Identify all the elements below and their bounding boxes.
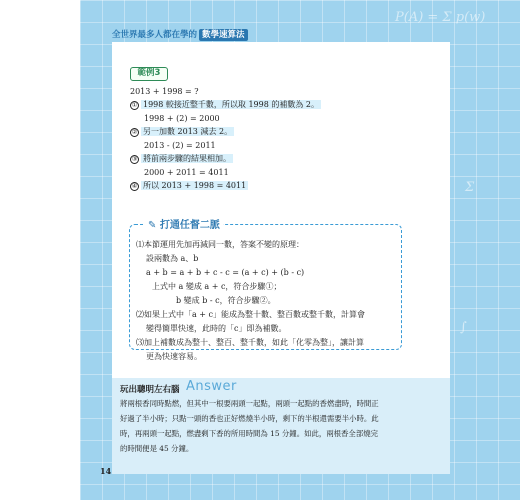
example-step [130, 181, 248, 191]
header-text: 全世界最多人都在學的 [112, 30, 198, 40]
step-marker: ② [131, 128, 138, 136]
tips-line [136, 338, 364, 348]
tips-line [136, 240, 304, 250]
formula-watermark: Σ [465, 180, 475, 195]
example-question: 2013 + 1998 = ? [130, 87, 199, 96]
tips-line [136, 310, 365, 320]
tips-line: 上式中 a 變成 a + c，符合步驟①； [152, 282, 282, 291]
tips-marker: ⑴ [136, 240, 144, 249]
answer-label: Answer [186, 379, 237, 394]
tips-line: b 變成 b - c，符合步驟②。 [176, 296, 276, 305]
step-marker: ③ [131, 155, 138, 163]
tips-marker: ⑶ [136, 338, 144, 347]
header-tag: 數學速算法 [199, 29, 248, 41]
tips-marker: ② [259, 296, 268, 305]
step-text: 將前兩步驟的結果相加。 [143, 154, 231, 163]
tips-marker: ① [265, 282, 274, 291]
lightbulb-icon: ✎ [148, 220, 157, 231]
step-text: 另一加數 2013 減去 2。 [143, 127, 233, 136]
tips-text: 加上補數成為整十、整百、整千數，如此「化零為整」，讓計算 [144, 338, 364, 347]
tips-text: 本節運用先加再減同一數，答案不變的原理： [144, 240, 304, 249]
example-step [130, 100, 321, 110]
step-text: 1998 較接近整千數，所以取 1998 的補數為 2。 [143, 100, 319, 109]
formula-watermark: P(A) = Σ p(w) [395, 10, 486, 25]
tips-text: 如果上式中「a + c」能成為整十數、整百數或整千數，計算會 [144, 310, 366, 319]
running-header [112, 28, 248, 40]
tips-line: a + b = a + b + c - c = (a + c) + (b - c) [146, 268, 305, 277]
tips-text: b 變成 b - c，符合步驟 [176, 296, 260, 305]
example-calc: 1998 + (2) = 2000 [144, 114, 220, 123]
formula-watermark: ∫ [460, 320, 467, 335]
answer-line: 好過了半小時；只點一頭的香也正好燃燒半小時，剩下的半根還需要半小時。此 [120, 414, 379, 423]
tips-line: 設兩數為 a、b [146, 254, 199, 263]
answer-line: 的時間便是 45 分鐘。 [120, 444, 194, 453]
tips-title-text: 打通任督二脈 [159, 220, 220, 231]
example-calc: 2013 - (2) = 2011 [144, 141, 216, 150]
page-number: 14 [100, 466, 112, 476]
answer-line: 時，再兩頭一起點，燃盡剩下香的所用時間為 15 分鐘。如此，兩根香全部燒完 [120, 429, 378, 438]
answer-line: 將兩根香同時點燃，但其中一根要兩頭一起點，兩頭一起點的香燃盡時，時間正 [120, 399, 379, 408]
example-tag: 範例3 [130, 67, 168, 81]
step-text: 所以 2013 + 1998 = 4011 [143, 181, 247, 190]
tips-line: 變得簡單快速，此時的「c」即為補數。 [146, 324, 287, 333]
tips-line: 更為快速容易。 [146, 352, 202, 361]
tips-marker: ⑵ [136, 310, 144, 319]
example-calc: 2000 + 2011 = 4011 [144, 168, 229, 177]
step-marker: ④ [131, 182, 138, 190]
step-marker: ① [131, 101, 138, 109]
answer-heading: 玩出聰明左右腦 [120, 385, 180, 395]
example-step [130, 154, 233, 164]
tips-title [145, 216, 223, 231]
example-step [130, 127, 234, 137]
tips-text: 上式中 a 變成 a + c，符合步驟 [152, 282, 266, 291]
